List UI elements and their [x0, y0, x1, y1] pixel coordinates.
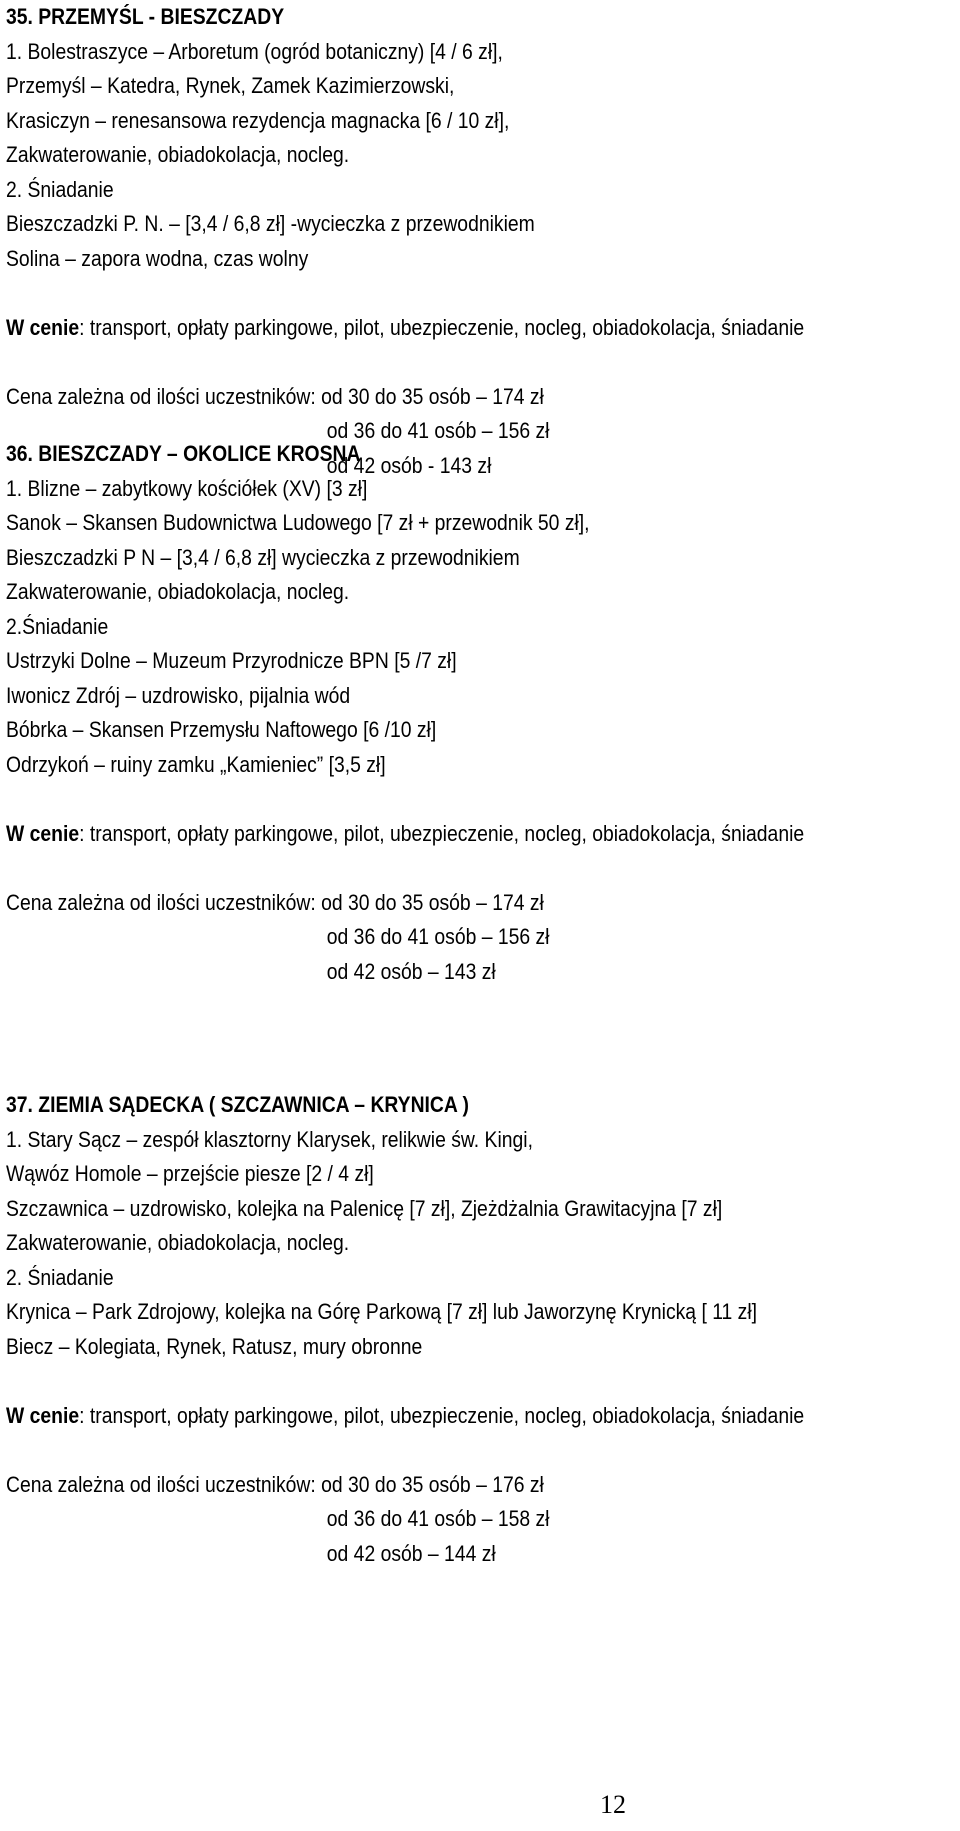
includes-text: : transport, opłaty parkingowe, pilot, ubezpieczenie, nocleg, obiadokolacja, śniadanie	[79, 1402, 805, 1428]
itinerary-line: Bieszczadzki P. N. – [3,4 / 6,8 zł] -wycieczka z przewodnikiem	[6, 211, 535, 236]
itinerary-line: Zakwaterowanie, obiadokolacja, nocleg.	[6, 1230, 350, 1255]
itinerary-line: Szczawnica – uzdrowisko, kolejka na Palenicę [7 zł], Zjeżdżalnia Grawitacyjna [7 zł]	[6, 1195, 723, 1221]
price-tier: od 42 osób – 143 zł	[326, 958, 496, 984]
itinerary-line: 1. Blizne – zabytkowy kościółek (XV) [3 zł]	[6, 475, 368, 501]
price-includes	[6, 1399, 823, 1434]
itinerary-line: Zakwaterowanie, obiadokolacja, nocleg.	[6, 579, 350, 604]
section-35	[6, 0, 956, 483]
itinerary-line: 2. Śniadanie	[6, 176, 114, 202]
page-number: 12	[600, 1790, 626, 1819]
itinerary-line: Bieszczadzki P N – [3,4 / 6,8 zł] wycieczka z przewodnikiem	[6, 544, 520, 570]
itinerary-line: Bóbrka – Skansen Przemysłu Naftowego [6 /10 zł]	[6, 717, 437, 742]
itinerary-line: Odrzykoń – ruiny zamku „Kamieniec” [3,5 zł]	[6, 751, 386, 777]
itinerary-line: Przemyśl – Katedra, Rynek, Zamek Kazimierzowski,	[6, 73, 455, 98]
itinerary-line: Biecz – Kolegiata, Rynek, Ratusz, mury obronne	[6, 1333, 423, 1359]
itinerary-line: Sanok – Skansen Budownictwa Ludowego [7 zł + przewodnik 50 zł],	[6, 510, 590, 535]
includes-label: W cenie	[6, 314, 80, 340]
itinerary-line: 1. Bolestraszyce – Arboretum (ogród botaniczny) [4 / 6 zł],	[6, 38, 503, 64]
price-tier: od 36 do 41 osób – 156 zł	[326, 418, 550, 443]
itinerary-line: Zakwaterowanie, obiadokolacja, nocleg.	[6, 142, 350, 167]
itinerary-line: 2.Śniadanie	[6, 613, 109, 639]
itinerary-line: Krynica – Park Zdrojowy, kolejka na Górę Parkową [7 zł] lub Jaworzynę Krynicką [ 11 zł]	[6, 1299, 758, 1324]
section-title: 36. BIESZCZADY – OKOLICE KROSNA	[6, 441, 361, 466]
section-title: 37. ZIEMIA SĄDECKA ( SZCZAWNICA – KRYNICA )	[6, 1092, 469, 1117]
itinerary-line: Ustrzyki Dolne – Muzeum Przyrodnicze BPN [5 /7 zł]	[6, 648, 457, 673]
section-36	[6, 437, 956, 989]
includes-label: W cenie	[6, 1402, 80, 1428]
itinerary-line: Wąwóz Homole – przejście piesze [2 / 4 zł]	[6, 1161, 374, 1186]
price-tier: Cena zależna od ilości uczestników: od 30 do 35 osób – 176 zł	[6, 1471, 544, 1497]
price-tier: od 36 do 41 osób – 156 zł	[326, 924, 550, 949]
itinerary-line: Krasiczyn – renesansowa rezydencja magnacka [6 / 10 zł],	[6, 107, 510, 133]
price-tier: od 36 do 41 osób – 158 zł	[326, 1506, 550, 1531]
price-tier: Cena zależna od ilości uczestników: od 30 do 35 osób – 174 zł	[6, 889, 544, 915]
price-includes	[6, 311, 823, 346]
section-37	[6, 1088, 956, 1571]
itinerary-line: 1. Stary Sącz – zespół klasztorny Klarysek, relikwie św. Kingi,	[6, 1126, 533, 1152]
price-tier: Cena zależna od ilości uczestników: od 30 do 35 osób – 174 zł	[6, 383, 544, 409]
price-tier: od 42 osób – 144 zł	[326, 1540, 496, 1566]
itinerary-line: Iwonicz Zdrój – uzdrowisko, pijalnia wód	[6, 682, 351, 708]
itinerary-line: 2. Śniadanie	[6, 1264, 114, 1290]
includes-label: W cenie	[6, 820, 80, 846]
includes-text: : transport, opłaty parkingowe, pilot, ubezpieczenie, nocleg, obiadokolacja, śniadanie	[79, 314, 805, 340]
itinerary-line: Solina – zapora wodna, czas wolny	[6, 245, 309, 271]
section-title: 35. PRZEMYŚL - BIESZCZADY	[6, 4, 285, 29]
price-tier: od 42 osób - 143 zł	[326, 452, 492, 478]
includes-text: : transport, opłaty parkingowe, pilot, ubezpieczenie, nocleg, obiadokolacja, śniadanie	[79, 820, 805, 846]
price-includes	[6, 817, 823, 852]
